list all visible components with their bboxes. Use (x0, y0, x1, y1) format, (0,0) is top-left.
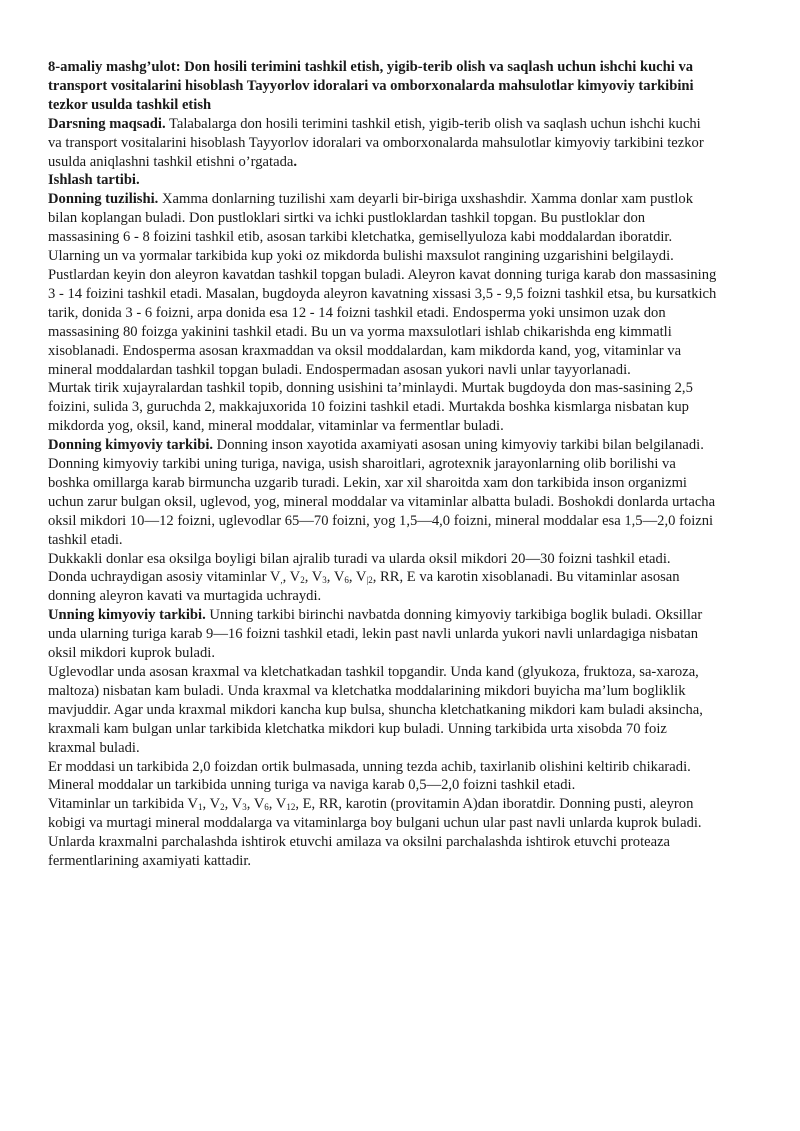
flour-composition-paragraph (48, 606, 718, 663)
grain-composition-text: Donning inson xayotida axamiyati asosan uning kimyoviy tarkibi bilan belgilanadi. Donning kimyoviy tarkibi uning turiga, naviga, usish sharoitlari, agrotexnik jarayonlarning olib borilishi va boshka omillarga karab birmuncha uzgarib turadi. Lekin, xar xil sharoitda xam don tarkibida inson organizmi uchun zarur bulgan oksil, uglevod, yog, mineral moddalar va vitaminlar albatta buladi. Boshokdi donlarda urtacha oksil mikdori 10—12 foizni, uglevodlar 65—70 foizni, yog 1,5—4,0 foizni, mineral moddalar esa 1,5—2,0 foizni tashkil etadi. (48, 437, 716, 548)
vitamin-subscript: 12 (286, 802, 296, 813)
grain-vitamins-rest: , RR, E va karotin xisoblanadi. Bu vitaminlar asosan donning aleyron kavati va murtagida uchraydi. (48, 569, 680, 605)
vitamin-subscript: 2 (300, 575, 305, 586)
page-title: 8-amaliy mashg’ulot: Don hosili terimini tashkil etish, yigib-terib olish va saqlash uchun ishchi kuchi va transport vositalarini hisoblash Tayyorlov idoralari va omborxonalarda mahsulotlar kimyoviy tarkibini tezkor usulda tashkil etish (48, 59, 694, 113)
vitamin-separator: , V (246, 796, 265, 813)
vitamin-separator: , V (304, 569, 323, 586)
procedure-heading: Ishlash tartibi. (48, 172, 140, 189)
minerals-paragraph: Mineral moddalar un tarkibida unning turiga va naviga karab 0,5—2,0 foizni tashkil etadi. (48, 777, 576, 794)
moisture-paragraph: Er moddasi un tarkibida 2,0 foizdan ortik bulmasada, unning tezda achib, taxirlanib olishini keltirib chikaradi. (48, 758, 691, 775)
vitamin-separator: , V (282, 569, 301, 586)
purpose-paragraph (48, 115, 718, 172)
purpose-text: Talabalarga don hosili terimini tashkil etish, yigib-terib olish va saqlash uchun ishchi kuchi va transport vositalarini hisoblash Tayyorlov idoralari va omborxonalarda mahsulotlar kimyoviy tarkibini tezkor usulda aniqlashni tashkil etishni o’rgatada (48, 115, 704, 170)
document-page (48, 58, 718, 871)
vitamin-subscript: |2 (366, 575, 373, 586)
vitamin-subscript: , (280, 575, 283, 586)
grain-vitamins-intro: Donda uchraydigan asosiy vitaminlar V (48, 569, 281, 586)
vitamin-subscript: 2 (220, 802, 225, 813)
purpose-label: Darsning maqsadi. (48, 115, 166, 132)
flour-composition-text: Unning tarkibi birinchi navbatda donning kimyoviy tarkibiga boglik buladi. Oksillar unda ularning turiga karab 9—16 foizni tashkil etadi, lekin past navli unlarda yukori navli unlardagiga nisbatan oksil mikdori kuprok buladi. (48, 607, 703, 662)
grain-composition-label: Donning kimyoviy tarkibi. (48, 437, 214, 454)
vitamin-separator: , V (268, 796, 287, 813)
vitamin-separator: , V (326, 569, 345, 586)
vitamin-subscript: 6 (264, 802, 269, 813)
grain-composition-paragraph (48, 436, 718, 549)
vitamin-separator: , V (224, 796, 243, 813)
flour-vitamins-intro: Vitaminlar un tarkibida V (48, 796, 199, 813)
grain-structure-text: Xamma donlarning tuzilishi xam deyarli bir-biriga uxshashdir. Xamma donlar xam pustlok bilan koplangan buladi. Don pustloklari sirtki va ichki pustloklardan tashkil topgan. Bu pustloklar don massasining 6 - 8 foizini tashkil etib, asosan tarkibi kletchatka, gemisellyuloza kabi moddalardan iboratdir. Ularning un va yormalar tarkibida kup yoki oz mikdorda bulishi maxsulot rangining uzgarishini belgilaydi. (48, 191, 694, 265)
grain-structure-paragraph (48, 190, 718, 266)
grain-structure-label: Donning tuzilishi. (48, 191, 159, 208)
legumes-paragraph: Dukkakli donlar esa oksilga boyligi bilan ajralib turadi va ularda oksil mikdori 20—30 foizni tashkil etadi. (48, 550, 671, 567)
carbohydrates-paragraph: Uglevodlar unda asosan kraxmal va kletchatkadan tashkil topgandir. Unda kand (glyukoza, fruktoza, sa-xaroza, maltoza) nisbatan kam buladi. Unda kraxmal va kletchatka moddalarining mikdori buyicha ma’lum bogliklik mavjuddir. Agar unda kraxmal mikdori kancha kup bulsa, shuncha kletchatkaning mikdori kam buladi aksincha, kraxmali kam bulgan unlar tarkibida kletchatka mikdori kup buladi. Unning tarkibida urta xisobda 70 foiz kraxmal buladi. (48, 664, 703, 756)
vitamin-subscript: 6 (344, 575, 349, 586)
vitamin-subscript: 3 (242, 802, 247, 813)
vitamin-subscript: 3 (322, 575, 327, 586)
purpose-end: . (293, 153, 297, 170)
germ-paragraph: Murtak tirik xujayralardan tashkil topib, donning usishini ta’minlaydi. Murtak bugdoyda don mas-sasining 2,5 foizini, sulida 3, guruchda 2, makkajuxorida 10 foizini tashkil etadi. Murtakda boshka kismlarga nisbatan kup mikdorda yog, oksil, kand, mineral moddalar, vitaminlar va fermentlar buladi. (48, 380, 693, 435)
flour-composition-label: Unning kimyoviy tarkibi. (48, 607, 206, 624)
grain-vitamins-paragraph (48, 568, 718, 606)
vitamin-separator: , V (202, 796, 221, 813)
flour-vitamins-paragraph (48, 795, 718, 833)
vitamin-separator: , V (348, 569, 367, 586)
flour-vitamins-rest: , E, RR, karotin (provitamin A)dan iboratdir. Donning pusti, aleyron kobigi va murtagi mineral moddalarga va vitaminlarga boy bulgani uchun ular past navli unlarda kuprok buladi. (48, 796, 702, 832)
aleurone-paragraph: Pustlardan keyin don aleyron kavatdan tashkil topgan buladi. Aleyron kavat donning turiga karab don massasining 3 - 14 foizini tashkil etadi. Masalan, bugdoyda aleyron kavatning xissasi 3,5 - 9,5 foizni tashkil etsa, bu kursatkich tarik, donida 3 - 6 foizni, arpa donida esa 12 - 14 foizni tashkil etadi. Endosperma yoki unsimon uzak don massasining 80 foizga yakinini tashkil etadi. Bu un va yorma maxsulotlari ishlab chikarishda eng kimmatli xisoblanadi. Endosperma asosan kraxmaddan va oksil moddalardan, kam mikdorda kand, yog, vitaminlar va mineral moddalardan tashkil topgan buladi. Endospermadan asosan yukori navli unlar tayyorlanadi. (48, 266, 717, 378)
vitamin-subscript: 1 (198, 802, 203, 813)
enzymes-paragraph: Unlarda kraxmalni parchalashda ishtirok etuvchi amilaza va oksilni parchalashda ishtirok etuvchi proteaza fermentlarining axamiyati kattadir. (48, 834, 671, 870)
